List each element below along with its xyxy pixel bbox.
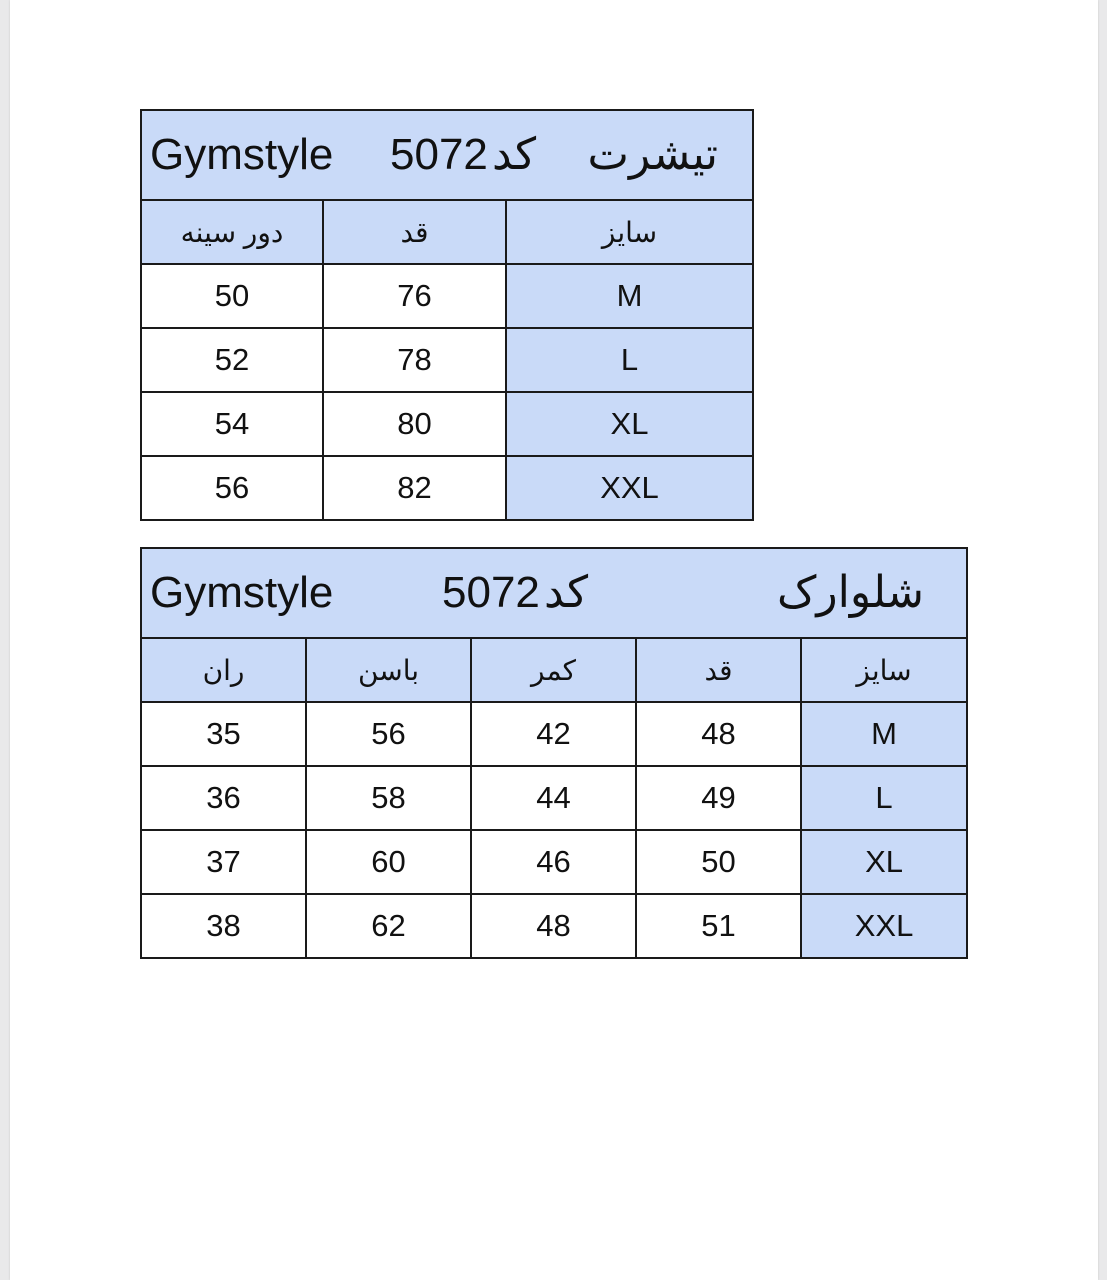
shorts-header-hip: باسن (306, 638, 471, 702)
shorts-hip-value: 58 (306, 766, 471, 830)
table-row (141, 264, 753, 328)
shorts-waist-value: 46 (471, 830, 636, 894)
tshirt-length-value: 82 (323, 456, 506, 520)
table-row (141, 894, 967, 958)
tshirt-chest-value: 54 (141, 392, 323, 456)
shorts-header-thigh: ران (141, 638, 306, 702)
shorts-header-size: سایز (801, 638, 967, 702)
shorts-code: 5072 (442, 568, 540, 617)
tshirt-code: 5072 (390, 130, 488, 179)
tshirt-chest-value: 52 (141, 328, 323, 392)
shorts-header-row (141, 638, 967, 702)
tshirt-length-value: 80 (323, 392, 506, 456)
shorts-thigh-value: 37 (141, 830, 306, 894)
tshirt-product-type: تیشرت (587, 130, 719, 179)
shorts-hip-value: 56 (306, 702, 471, 766)
tshirt-size-value: XXL (506, 456, 753, 520)
shorts-size-value: L (801, 766, 967, 830)
shorts-waist-value: 44 (471, 766, 636, 830)
table-row (141, 766, 967, 830)
shorts-thigh-value: 38 (141, 894, 306, 958)
shorts-brand: Gymstyle (150, 568, 334, 617)
shorts-length-value: 50 (636, 830, 801, 894)
shorts-title-row (141, 548, 967, 638)
shorts-code-label: کد (544, 568, 589, 617)
shorts-length-value: 51 (636, 894, 801, 958)
shorts-header-length: قد (636, 638, 801, 702)
shorts-thigh-value: 36 (141, 766, 306, 830)
table-row (141, 702, 967, 766)
table-row (141, 328, 753, 392)
document-page (10, 0, 1098, 1280)
shorts-size-value: M (801, 702, 967, 766)
tshirt-header-length: قد (323, 200, 506, 264)
shorts-hip-value: 60 (306, 830, 471, 894)
tshirt-header-size: سایز (506, 200, 753, 264)
table-row (141, 392, 753, 456)
tshirt-chest-value: 56 (141, 456, 323, 520)
tshirt-size-table (140, 109, 754, 521)
shorts-product-type: شلوارک (777, 568, 925, 617)
tshirt-length-value: 76 (323, 264, 506, 328)
tshirt-chest-value: 50 (141, 264, 323, 328)
shorts-waist-value: 42 (471, 702, 636, 766)
tshirt-size-value: M (506, 264, 753, 328)
tshirt-size-value: XL (506, 392, 753, 456)
shorts-title-cell (141, 548, 967, 638)
tshirt-size-value: L (506, 328, 753, 392)
tshirt-title-cell (141, 110, 753, 200)
shorts-size-table (140, 547, 968, 959)
tshirt-header-chest: دور سینه (141, 200, 323, 264)
shorts-length-value: 49 (636, 766, 801, 830)
tshirt-header-row (141, 200, 753, 264)
shorts-size-value: XL (801, 830, 967, 894)
shorts-hip-value: 62 (306, 894, 471, 958)
shorts-length-value: 48 (636, 702, 801, 766)
table-row (141, 456, 753, 520)
tshirt-title-row (141, 110, 753, 200)
tshirt-brand: Gymstyle (150, 130, 334, 179)
shorts-header-waist: کمر (471, 638, 636, 702)
shorts-size-value: XXL (801, 894, 967, 958)
table-row (141, 830, 967, 894)
shorts-thigh-value: 35 (141, 702, 306, 766)
tshirt-code-label: کد (492, 130, 537, 179)
tshirt-length-value: 78 (323, 328, 506, 392)
shorts-waist-value: 48 (471, 894, 636, 958)
